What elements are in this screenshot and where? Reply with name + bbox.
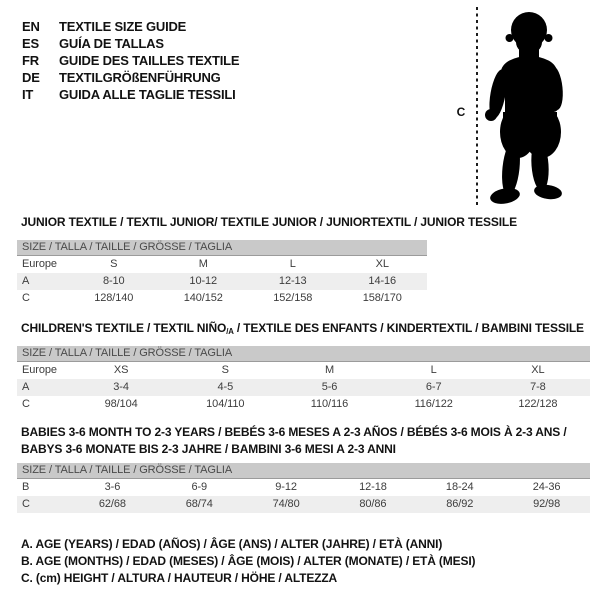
value-cell: 62/68 [98, 498, 126, 510]
value-cell: 152/158 [273, 292, 313, 304]
row-label: C [22, 292, 30, 304]
legend-line-b: B. AGE (MONTHS) / EDAD (MESES) / ÂGE (MOIS) / ALTER (MONATE) / ETÀ (MESI) [21, 554, 476, 568]
row-label: A [22, 275, 30, 287]
table-row-europe [17, 362, 590, 379]
legend-line-a: A. AGE (YEARS) / EDAD (AÑOS) / ÂGE (ANS) / ALTER (JAHRE) / ETÀ (ANNI) [21, 537, 443, 551]
table-row-age-months [17, 479, 590, 496]
table-row-age [17, 379, 590, 396]
babies-table-title [21, 424, 567, 458]
row-label: Europe [22, 364, 57, 376]
value-cell: 3-6 [104, 481, 121, 493]
height-measure-dashed-line [476, 7, 478, 208]
value-cell: 9-12 [275, 481, 297, 493]
junior-size-table [17, 240, 427, 307]
value-cell: 68/74 [185, 498, 213, 510]
row-label: B [22, 481, 30, 493]
language-row-de [22, 69, 239, 86]
guide-title: GUÍA DE TALLAS [59, 36, 164, 51]
guide-title: GUIDA ALLE TAGLIE TESSILI [59, 87, 236, 102]
value-cell: 6-9 [191, 481, 208, 493]
guide-title: GUIDE DES TAILLES TEXTILE [59, 53, 240, 68]
language-code: DE [22, 70, 40, 85]
table-row-height [17, 496, 590, 513]
value-cell: 80/86 [359, 498, 387, 510]
value-cell: 104/110 [206, 398, 245, 410]
legend [21, 536, 475, 587]
toddler-silhouette-image [483, 8, 595, 208]
title-line-1: BABIES 3-6 MONTH TO 2-3 YEARS / BEBÉS 3-6 MESES A 2-3 AÑOS / BÉBÉS 3-6 MOIS À 2-3 ANS / [21, 425, 567, 439]
size-cell: XL [531, 364, 545, 376]
language-code: FR [22, 53, 39, 68]
size-header-bar: SIZE / TALLA / TAILLE / GRÖSSE / TAGLIA [17, 346, 590, 362]
size-header-bar: SIZE / TALLA / TAILLE / GRÖSSE / TAGLIA [17, 240, 427, 256]
table-row-europe [17, 256, 427, 273]
language-code: EN [22, 19, 40, 34]
row-label: Europe [22, 258, 57, 270]
value-cell: 158/170 [362, 292, 402, 304]
children-table-title [21, 320, 584, 340]
value-cell: 12-13 [278, 275, 307, 287]
value-cell: 10-12 [189, 275, 218, 287]
language-row-fr [22, 52, 239, 69]
language-code: IT [22, 87, 34, 102]
legend-line-c: C. (cm) HEIGHT / ALTURA / HAUTEUR / HÖHE / ALTEZZA [21, 571, 338, 585]
value-cell: 5-6 [321, 381, 338, 393]
value-cell: 140/152 [183, 292, 223, 304]
size-cell: M [324, 364, 335, 376]
value-cell: 4-5 [217, 381, 234, 393]
guide-title: TEXTILGRÖßENFÜHRUNG [59, 70, 221, 85]
value-cell: 7-8 [530, 381, 546, 393]
value-cell: 98/104 [104, 398, 138, 410]
size-cell: L [430, 364, 437, 376]
language-title-list [22, 18, 239, 103]
table-row-height [17, 396, 590, 413]
size-cell: XL [375, 258, 389, 270]
table-row-height [17, 290, 427, 307]
value-cell: 86/92 [446, 498, 474, 510]
row-label: C [22, 498, 30, 510]
value-cell: 24-36 [532, 481, 561, 493]
value-cell: 12-18 [359, 481, 387, 493]
language-code: ES [22, 36, 39, 51]
value-cell: 14-16 [368, 275, 397, 287]
title-text: / TEXTILE DES ENFANTS / KINDERTEXTIL / BAMBINI TESSILE [233, 321, 584, 335]
value-cell: 3-4 [113, 381, 129, 393]
table-row-age [17, 273, 427, 290]
row-label: A [22, 381, 30, 393]
size-cell: S [221, 364, 229, 376]
value-cell: 122/128 [518, 398, 558, 410]
value-cell: 6-7 [425, 381, 442, 393]
value-cell: 116/122 [414, 398, 453, 410]
junior-table-title: JUNIOR TEXTILE / TEXTIL JUNIOR/ TEXTILE JUNIOR / JUNIORTEXTIL / JUNIOR TESSILE [21, 215, 517, 229]
language-row-en [22, 18, 239, 35]
row-label: C [22, 398, 30, 410]
height-measure-label-c: C [456, 105, 466, 119]
value-cell: 110/116 [310, 398, 349, 410]
value-cell: 8-10 [102, 275, 125, 287]
size-cell: M [198, 258, 208, 270]
babies-size-table [17, 463, 590, 513]
children-size-table [17, 346, 590, 413]
value-cell: 92/98 [533, 498, 561, 510]
size-cell: S [110, 258, 118, 270]
language-row-es [22, 35, 239, 52]
value-cell: 74/80 [272, 498, 300, 510]
size-header-bar: SIZE / TALLA / TAILLE / GRÖSSE / TAGLIA [17, 463, 590, 479]
title-subscript: /A [226, 326, 234, 336]
title-text: CHILDREN'S TEXTILE / TEXTIL NIÑO [21, 321, 227, 335]
size-cell: XS [113, 364, 129, 376]
value-cell: 128/140 [94, 292, 134, 304]
value-cell: 18-24 [445, 481, 474, 493]
size-cell: L [289, 258, 296, 270]
title-line-2: BABYS 3-6 MONATE BIS 2-3 JAHRE / BAMBINI 3-6 MESI A 2-3 ANNI [21, 442, 396, 456]
guide-title: TEXTILE SIZE GUIDE [59, 19, 187, 34]
language-row-it [22, 86, 239, 103]
